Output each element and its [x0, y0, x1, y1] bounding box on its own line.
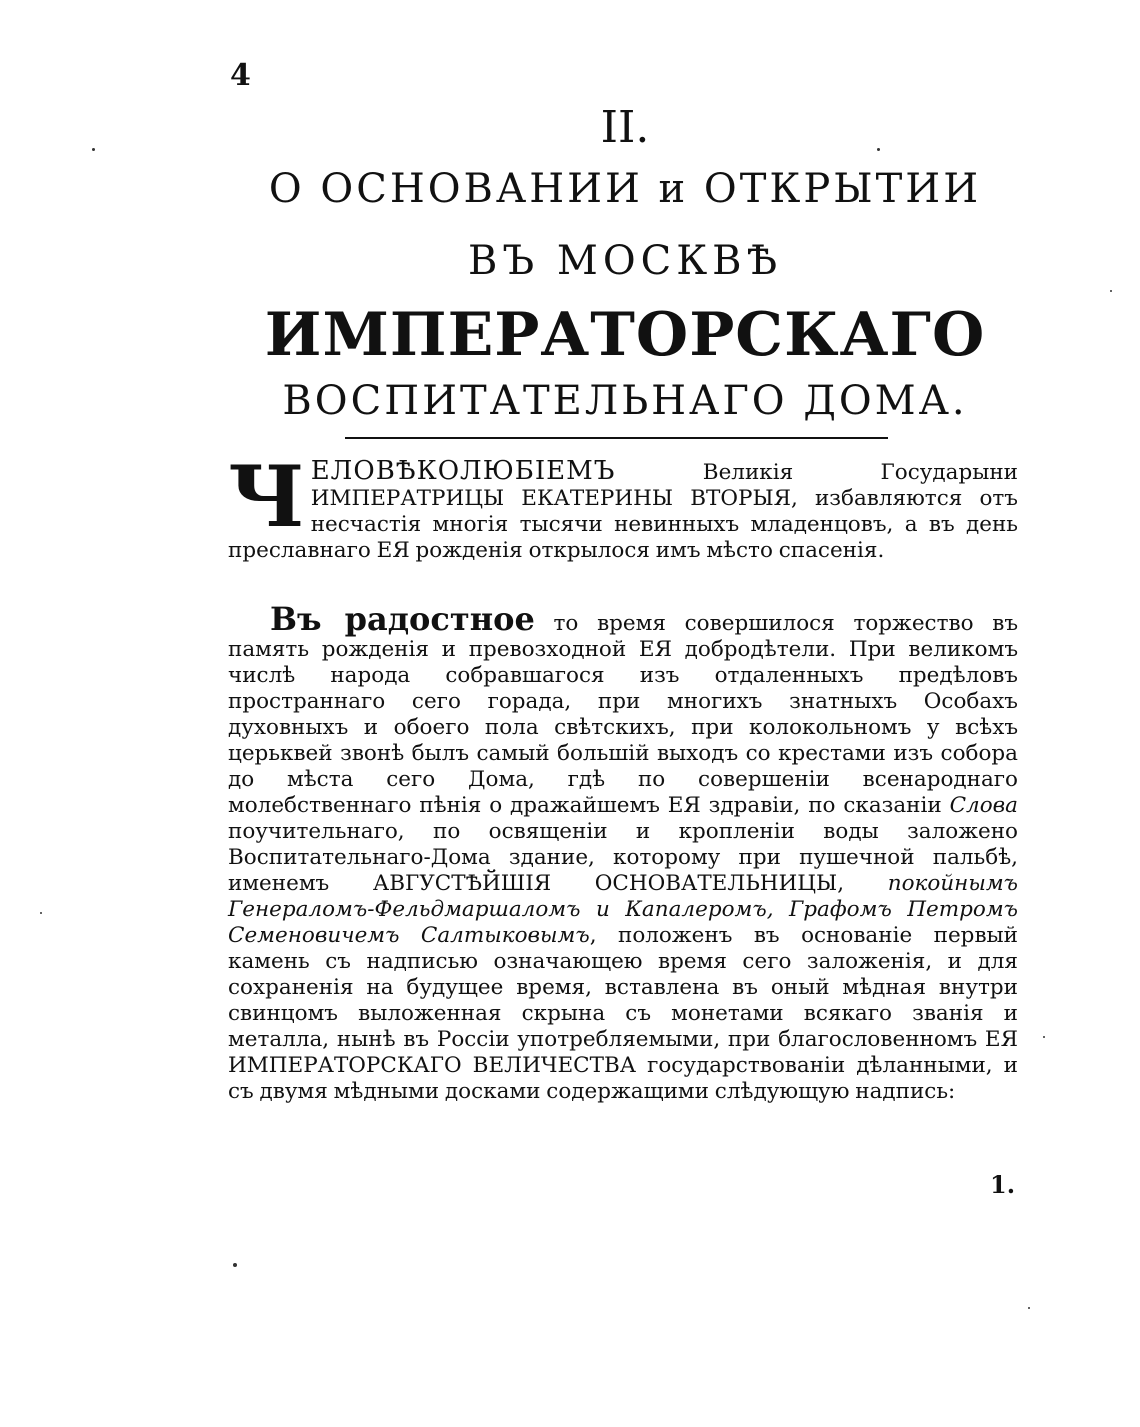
scan-speck [1028, 1307, 1030, 1309]
paragraph-1-text: Великія Государыни ИМПЕРАТРИЦЫ ЕКАТЕРИНЫ ВТОРЫЯ, избавляются отъ несчастія многія тысячи невинныхъ младенцовъ, а въ день преславнаго ЕЯ рожденія открылося имъ мѣсто спасенія. [228, 460, 1018, 563]
scan-speck [877, 148, 880, 151]
title-divider [345, 437, 888, 439]
catchword: 1. [990, 1170, 1016, 1199]
scan-speck [92, 148, 95, 151]
paragraph-2-text: то время совершилося торжество въ память рожденія и превозходной ЕЯ добродѣтели. При великомъ числѣ народа собравшагося изъ отдаленныхъ предѣловъ пространнаго сего горада, при многихъ знатныхъ Особахъ духовныхъ и обоего пола свѣтскихъ, при колокольномъ у всѣхъ церьквей звонѣ былъ самый большій выходъ со крестами изъ собора до мѣста сего Дома, гдѣ по совершеніи всенароднаго молебственнаго пѣнія о дражайшемъ ЕЯ здравіи, по сказаніи [228, 611, 1019, 818]
drop-cap: Ч [228, 447, 305, 546]
paragraph-2-italic-1: Слова [949, 793, 1018, 818]
paragraph-2 [228, 600, 1019, 1105]
paragraph-2-lead: Въ радостное [270, 600, 535, 638]
scan-speck [233, 1263, 237, 1267]
title-line-3: ИМПЕРАТОРСКАГО [264, 300, 986, 370]
section-number: II. [600, 102, 650, 153]
title-line-1: О ОСНОВАНИИ и ОТКРЫТИИ [268, 166, 982, 212]
paragraph-1 [228, 447, 1018, 564]
paragraph-2-text-3: , положенъ въ основаніе первый камень съ надписью означающею время сего заложенія, и для сохраненія на будущее время, вставлена въ оный мѣдная внутри свинцомъ выложенная скрына съ монетами всякаго званія и металла, нынѣ въ Россіи употребляемыми, при благословенномъ ЕЯ ИМПЕРАТОРСКАГО ВЕЛИЧЕСТВА государствованіи дѣланными, и съ двумя мѣдными досками содержащими слѣдующую надпись: [228, 923, 1018, 1104]
scan-speck [1110, 290, 1112, 292]
paragraph-2-text-2: поучительнаго, по освященіи и кропленіи воды заложено Воспитательнаго-Дома здание, которому при пушечной пальбѣ, именемъ АВГУСТѢЙШІЯ ОСНОВАТЕЛЬНИЦЫ, [228, 819, 1018, 896]
scan-speck [1043, 1036, 1045, 1038]
page-number: 4 [230, 58, 251, 93]
paragraph-2-italic-2: покойнымъ Генераломъ-Фельдмаршаломъ и Капалеромъ, Графомъ Петромъ Семеновичемъ Салтыковымъ [228, 871, 1018, 948]
scan-speck [40, 912, 42, 914]
paragraph-1-lead: ЕЛОВѢКОЛЮБІЕМЪ [310, 456, 616, 486]
title-line-4: ВОСПИТАТЕЛЬНАГО ДОМА. [282, 378, 968, 424]
title-line-2: ВЪ МОСКВѢ [467, 238, 783, 284]
